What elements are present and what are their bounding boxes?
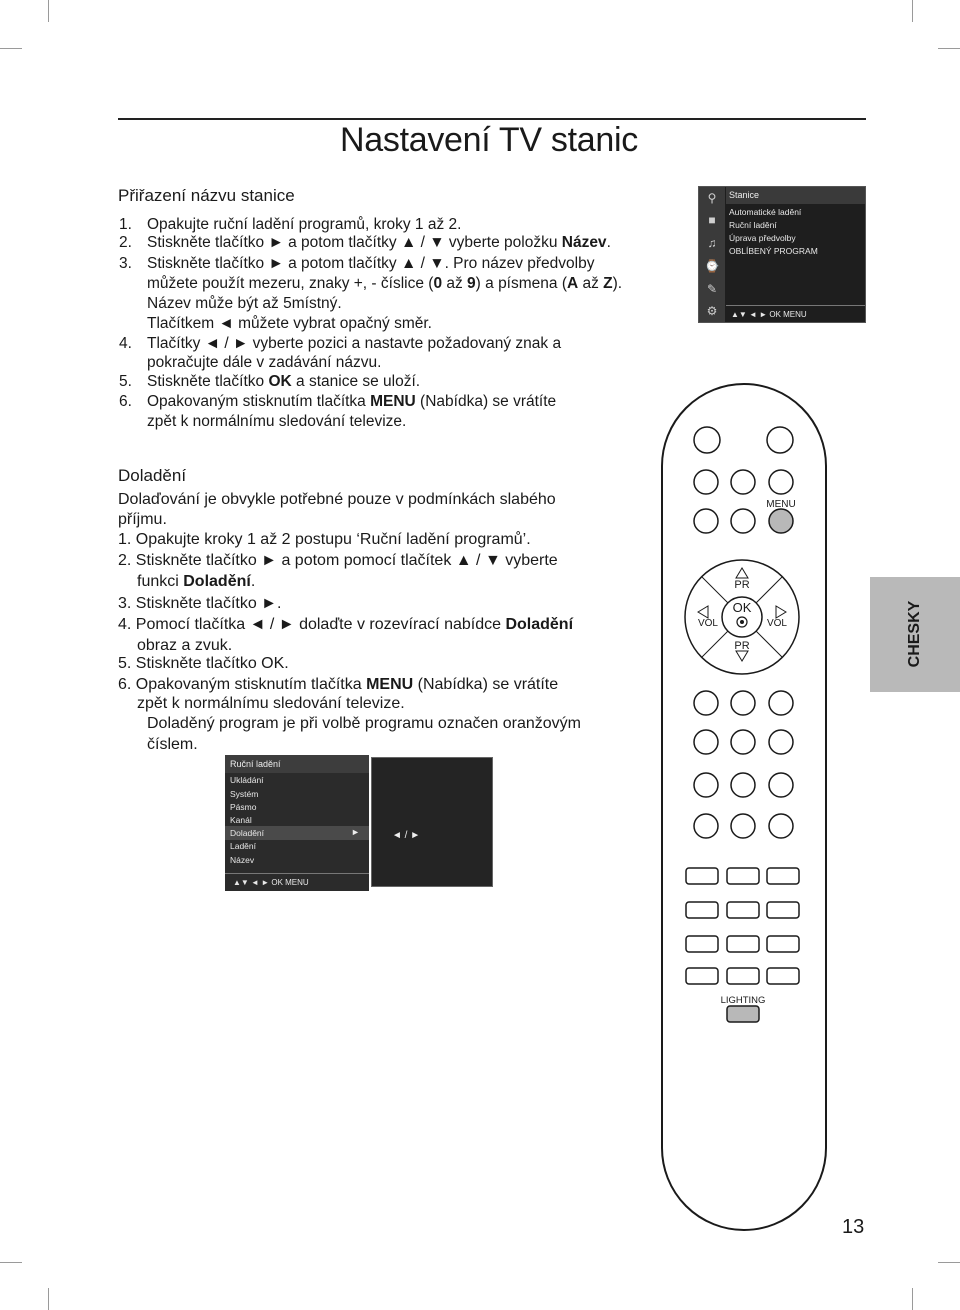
osd-adjust-hint: ◄ / ►: [392, 830, 421, 841]
s2-line: číslem.: [147, 736, 198, 753]
function-button[interactable]: [686, 968, 718, 984]
special-icon: ⚙: [706, 304, 718, 318]
osd-footer: ▲▼ ◄ ► OK MENU: [726, 305, 865, 322]
ok-label: OK: [732, 600, 752, 615]
s2-line: zpět k normálnímu sledování televize.: [137, 695, 405, 712]
menu-button-label: MENU: [766, 499, 796, 510]
osd-item[interactable]: Systém: [230, 789, 259, 799]
nav-pad: [685, 560, 799, 674]
function-button[interactable]: [727, 936, 759, 952]
vol-left-arrow-icon[interactable]: [698, 606, 708, 618]
pr-down-arrow-icon[interactable]: [736, 651, 748, 661]
osd-item[interactable]: Pásmo: [230, 802, 257, 812]
right-arrow-icon: ►: [351, 827, 360, 837]
function-button[interactable]: [686, 868, 718, 884]
lighting-label: LIGHTING: [720, 995, 766, 1006]
s1-line: Opakovaným stisknutím tlačítka MENU (Nabídka) se vrátíte: [147, 393, 557, 410]
language-tab-label: CHESKY: [906, 600, 923, 668]
osd-item[interactable]: Ruční ladění: [729, 220, 777, 230]
vol-right-label: VOL: [766, 618, 788, 629]
s1-line: pokračujte dále v zadávání názvu.: [147, 354, 382, 371]
function-button[interactable]: [767, 868, 799, 884]
number-button[interactable]: [731, 730, 755, 754]
s1-line: Stiskněte tlačítko OK a stanice se uloží.: [147, 373, 421, 390]
s1-line: zpět k normálnímu sledování televize.: [147, 413, 407, 430]
function-button[interactable]: [727, 868, 759, 884]
s1-line: Stiskněte tlačítko ► a potom tlačítky ▲ / ▼ vyberte položku Název.: [147, 234, 611, 251]
number-button[interactable]: [769, 814, 793, 838]
osd-header: Ruční ladění: [225, 755, 369, 773]
antenna-icon: ⚲: [707, 191, 717, 205]
osd-item[interactable]: OBLÍBENÝ PROGRAM: [729, 246, 818, 256]
osd-item[interactable]: Název: [230, 855, 255, 865]
osd-item[interactable]: Kanál: [230, 815, 252, 825]
osd-item[interactable]: Ladění: [230, 841, 256, 851]
time-icon: ⌚: [704, 259, 720, 273]
s2-line: 3. Stiskněte tlačítko ►.: [118, 595, 282, 612]
s2-line: Doladěný program je při volbě programu označen oranžovým: [147, 715, 581, 732]
remote-button[interactable]: [694, 509, 718, 533]
sound-icon: ♫: [707, 236, 717, 250]
osd-item[interactable]: Doladění: [230, 828, 265, 838]
s2-line: Dolaďování je obvykle potřebné pouze v podmínkách slabého: [118, 491, 556, 508]
vol-right-arrow-icon[interactable]: [776, 606, 786, 618]
s2-line: 6. Opakovaným stisknutím tlačítka MENU (Nabídka) se vrátíte: [118, 676, 559, 693]
function-button[interactable]: [767, 902, 799, 918]
page-number: 13: [842, 1216, 865, 1238]
s2-line: 1. Opakujte kroky 1 až 2 postupu ‘Ruční ladění programů’.: [118, 531, 531, 548]
section2-heading: Doladění: [118, 466, 187, 485]
s1-line: 6.: [119, 393, 132, 410]
function-button[interactable]: [727, 968, 759, 984]
function-buttons: [686, 868, 799, 984]
number-button[interactable]: [694, 691, 718, 715]
section1-heading: Přiřazení názvu stanice: [118, 186, 295, 205]
picture-icon: ■: [708, 213, 716, 227]
s1-line: můžete použít mezeru, znaky +, - číslice (0 až 9) a písmena (A až Z).: [147, 275, 623, 292]
number-button[interactable]: [731, 773, 755, 797]
osd-footer: ▲▼ ◄ ► OK MENU: [225, 873, 369, 891]
power-button[interactable]: [694, 427, 720, 453]
s1-line: 3.: [119, 255, 132, 272]
pr-up-arrow-icon[interactable]: [736, 568, 748, 578]
number-button[interactable]: [694, 773, 718, 797]
s1-line: Tlačítkem ◄ můžete vybrat opačný směr.: [147, 315, 432, 332]
number-button[interactable]: [694, 730, 718, 754]
s2-line: 2. Stiskněte tlačítko ► a potom pomocí tlačítek ▲ / ▼ vyberte: [118, 552, 558, 569]
remote-button[interactable]: [731, 509, 755, 533]
osd-item[interactable]: Ukládání: [230, 775, 264, 785]
osd-item[interactable]: Automatické ladění: [729, 207, 802, 217]
s1-line: 2.: [119, 234, 132, 251]
remote-button[interactable]: [731, 470, 755, 494]
number-button[interactable]: [769, 730, 793, 754]
function-button[interactable]: [767, 968, 799, 984]
pr-down-label: PR: [734, 640, 750, 652]
function-button[interactable]: [727, 902, 759, 918]
function-button[interactable]: [686, 936, 718, 952]
number-pad: [694, 691, 793, 838]
osd-item[interactable]: Úprava předvolby: [729, 233, 796, 243]
remote-button[interactable]: [694, 470, 718, 494]
language-tab: [870, 577, 960, 692]
s2-line: 5. Stiskněte tlačítko OK.: [118, 655, 289, 672]
function-button[interactable]: [686, 902, 718, 918]
osd-header: Stanice: [726, 187, 865, 204]
s1-line: Opakujte ruční ladění programů, kroky 1 až 2.: [147, 216, 462, 233]
page-title: Nastavení TV stanic: [340, 121, 638, 159]
pr-up-label: PR: [734, 579, 750, 591]
s2-line: obraz a zvuk.: [137, 637, 233, 654]
input-button[interactable]: [767, 427, 793, 453]
s1-line: Tlačítky ◄ / ► vyberte pozici a nastavte požadovaný znak a: [147, 335, 562, 352]
number-button[interactable]: [731, 691, 755, 715]
remote-body: [662, 384, 826, 1230]
tools-icon: ✎: [706, 282, 718, 296]
number-button[interactable]: [769, 773, 793, 797]
s2-line: příjmu.: [118, 511, 167, 528]
s1-line: Stiskněte tlačítko ► a potom tlačítky ▲ / ▼. Pro název předvolby: [147, 255, 595, 272]
lighting-button[interactable]: [727, 1006, 759, 1022]
s1-line: 4.: [119, 335, 132, 352]
menu-button[interactable]: [769, 509, 793, 533]
s1-line: Název může být až 5místný.: [147, 295, 342, 312]
s1-line: 5.: [119, 373, 132, 390]
number-button[interactable]: [731, 814, 755, 838]
function-button[interactable]: [767, 936, 799, 952]
vol-left-label: VOL: [697, 618, 719, 629]
s2-line: 4. Pomocí tlačítka ◄ / ► dolaďte v rozevírací nabídce Doladění: [118, 616, 574, 633]
number-button[interactable]: [769, 691, 793, 715]
s1-line: 1.: [119, 216, 132, 233]
number-button[interactable]: [694, 814, 718, 838]
s2-line: funkci Doladění.: [137, 573, 256, 590]
remote-button[interactable]: [769, 470, 793, 494]
